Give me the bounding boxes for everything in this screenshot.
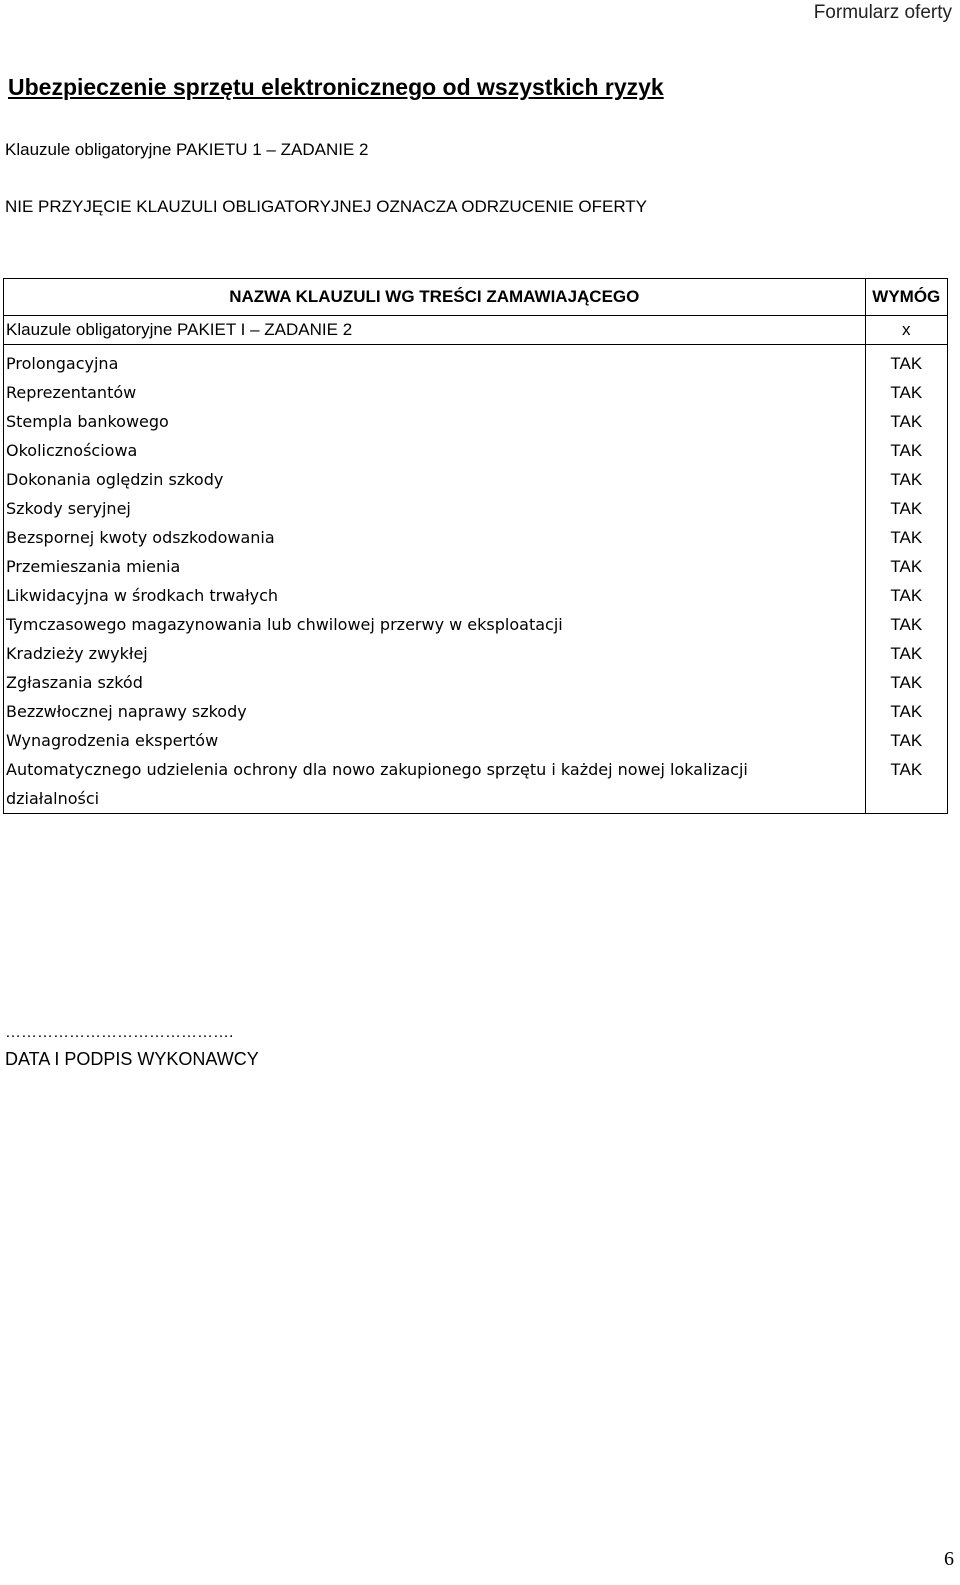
requirement-value: TAK xyxy=(890,760,923,779)
clause-item: Stempla bankowego xyxy=(6,412,169,431)
clause-item: Dokonania oględzin szkody xyxy=(6,470,224,489)
clause-item: Przemieszania mienia xyxy=(6,557,181,576)
signature-label: DATA I PODPIS WYKONAWCY xyxy=(5,1049,259,1069)
requirement-value: TAK xyxy=(890,441,923,460)
clause-item: Bezspornej kwoty odszkodowania xyxy=(6,528,275,547)
clause-item: Automatycznego udzielenia ochrony dla nowo zakupionego sprzętu i każdej nowej lokalizacji działalności xyxy=(6,760,748,808)
clause-item: Prolongacyjna xyxy=(6,354,119,373)
requirement-value: TAK xyxy=(890,586,923,605)
section-title: Klauzule obligatoryjne PAKIET I – ZADANIE 2 xyxy=(4,316,866,345)
section-row xyxy=(4,316,948,345)
clause-item: Szkody seryjnej xyxy=(6,499,131,518)
signature-line: ……………………………………. xyxy=(5,1024,234,1041)
clause-item: Bezzwłocznej naprawy szkody xyxy=(6,702,247,721)
requirement-value: TAK xyxy=(890,702,923,721)
requirement-value: TAK xyxy=(890,470,923,489)
clause-item: Zgłaszania szkód xyxy=(6,673,143,692)
header-clause-name: NAZWA KLAUZULI WG TREŚCI ZAMAWIAJĄCEGO xyxy=(4,279,866,316)
clause-item: Tymczasowego magazynowania lub chwilowej przerwy w eksploatacji xyxy=(6,615,563,634)
clauses-row xyxy=(4,345,948,814)
clause-item: Kradzieży zwykłej xyxy=(6,644,148,663)
clause-item: Okolicznościowa xyxy=(6,441,138,460)
form-label: Formularz oferty xyxy=(813,2,952,23)
requirement-value: TAK xyxy=(890,644,923,663)
requirement-value: TAK xyxy=(890,528,923,547)
clauses-table xyxy=(3,278,948,814)
requirement-value: TAK xyxy=(890,615,923,634)
clause-item: Likwidacyjna w środkach trwałych xyxy=(6,586,279,605)
clause-item: Reprezentantów xyxy=(6,383,137,402)
header-requirement: WYMÓG xyxy=(865,279,947,316)
rejection-warning: NIE PRZYJĘCIE KLAUZULI OBLIGATORYJNEJ OZNACZA ODRZUCENIE OFERTY xyxy=(5,197,648,216)
requirement-value: TAK xyxy=(890,354,923,373)
requirement-value: TAK xyxy=(890,499,923,518)
requirement-value: TAK xyxy=(890,673,923,692)
requirement-value: TAK xyxy=(890,383,923,402)
requirement-cell xyxy=(865,345,947,814)
requirement-value: TAK xyxy=(890,412,923,431)
clause-names-cell xyxy=(4,345,866,814)
page-number: 6 xyxy=(944,1548,954,1570)
section-requirement: x xyxy=(865,316,947,345)
requirement-value: TAK xyxy=(890,557,923,576)
document-title: Ubezpieczenie sprzętu elektronicznego od wszystkich ryzyk xyxy=(8,74,664,100)
requirement-value: TAK xyxy=(890,731,923,750)
clause-item: Wynagrodzenia ekspertów xyxy=(6,731,219,750)
document-subtitle: Klauzule obligatoryjne PAKIETU 1 – ZADANIE 2 xyxy=(5,140,369,159)
table-header-row xyxy=(4,279,948,316)
